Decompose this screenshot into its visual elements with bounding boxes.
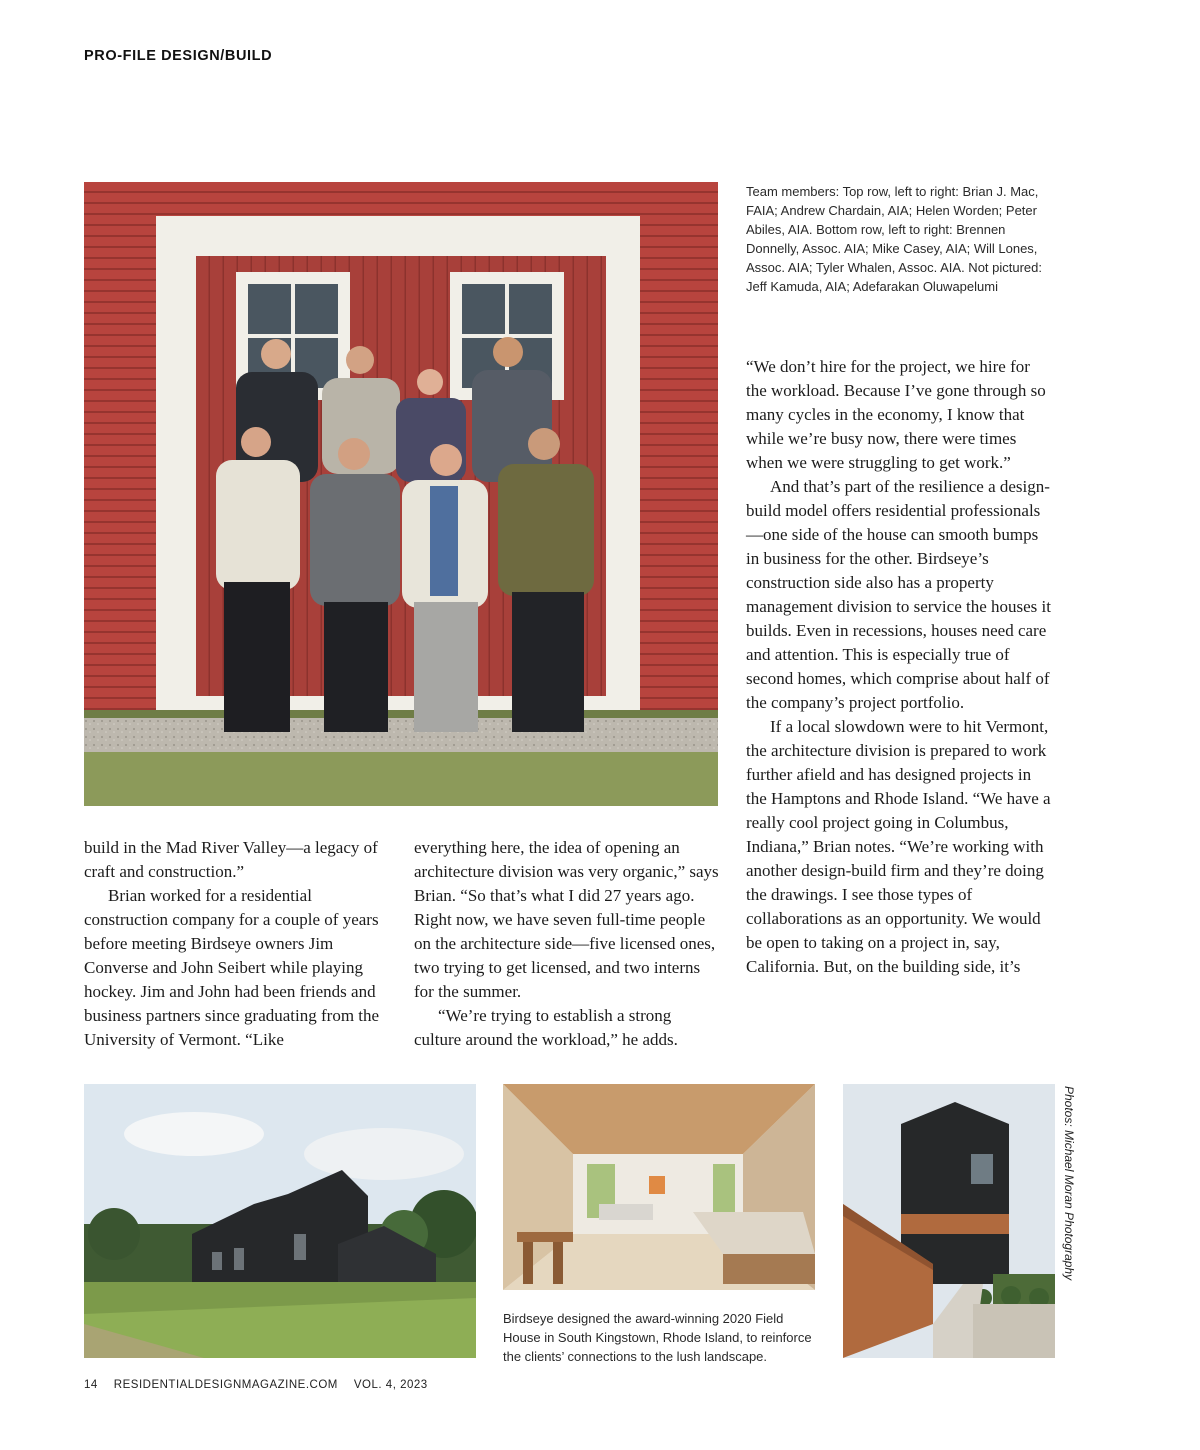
article-column-1 [84,836,390,1052]
page-footer [84,1379,444,1391]
paragraph: “We’re trying to establish a strong culture around the workload,” he adds. [414,1006,678,1049]
paragraph: And that’s part of the resilience a design-build model offers residential professionals—one side of the house can smooth bumps in business for the other. Birdseye’s construction side also has a property management division to service the houses it builds. Even in recessions, houses need care and attention. This is especially true of second homes, which comprise about half of the company’s project portfolio. [746,477,1051,712]
field-house-interior-photo [503,1084,815,1290]
paragraph: build in the Mad River Valley—a legacy of craft and construction.” [84,838,378,881]
team-photo-caption: Team members: Top row, left to right: Brian J. Mac, FAIA; Andrew Chardain, AIA; Helen Worden; Peter Abiles, AIA. Bottom row, left to right: Brennen Donnelly, Assoc. AIA; Mike Casey, AIA; Will Lones, Assoc. AIA; Tyler Whalen, Assoc. AIA. Not pictured: Jeff Kamuda, AIA; Adefarakan Oluwapelumi [746,184,1043,294]
field-house-exterior-photo [84,1084,476,1358]
section-label: PRO-FILE DESIGN/BUILD [84,48,273,64]
issue: VOL. 4, 2023 [353,1379,428,1391]
article-column-3 [746,355,1052,979]
paragraph: “We don’t hire for the project, we hire for the workload. Because I’ve gone through so many cycles in the economy, I know that while we’re busy now, there were times when we were struggling to get work.” [746,357,1046,472]
team-photo [84,182,718,806]
paragraph: Brian worked for a residential construction company for a couple of years before meeting Birdseye owners Jim Converse and John Seibert while playing hockey. Jim and John had been friends and business partners since graduating from the University of Vermont. “Like [84,886,380,1049]
article-column-2 [414,836,722,1052]
website: RESIDENTIALDESIGNMAGAZINE.COM [113,1379,338,1391]
page-number: 14 [84,1379,98,1391]
gallery-caption: Birdseye designed the award-winning 2020 Field House in South Kingstown, Rhode Island, to reinforce the clients’ connections to the lush landscape. [503,1311,812,1364]
photo-credit: Photos: Michael Moran Photography [1062,1086,1076,1281]
field-house-walkway-photo [843,1084,1055,1358]
paragraph: everything here, the idea of opening an architecture division was very organic,” says Brian. “So that’s what I did 27 years ago. Right now, we have seven full-time people on the architecture side—five licensed ones, two trying to get licensed, and two interns for the summer. [414,838,719,1001]
paragraph: If a local slowdown were to hit Vermont, the architecture division is prepared to work further afield and has designed projects in the Hamptons and Rhode Island. “We have a really cool project going in Columbus, Indiana,” Brian notes. “We’re working with another design-build firm and they’re doing the drawings. I see those types of collaborations as an opportunity. We would be open to taking on a project in, say, California. But, on the building side, it’s [746,717,1051,976]
